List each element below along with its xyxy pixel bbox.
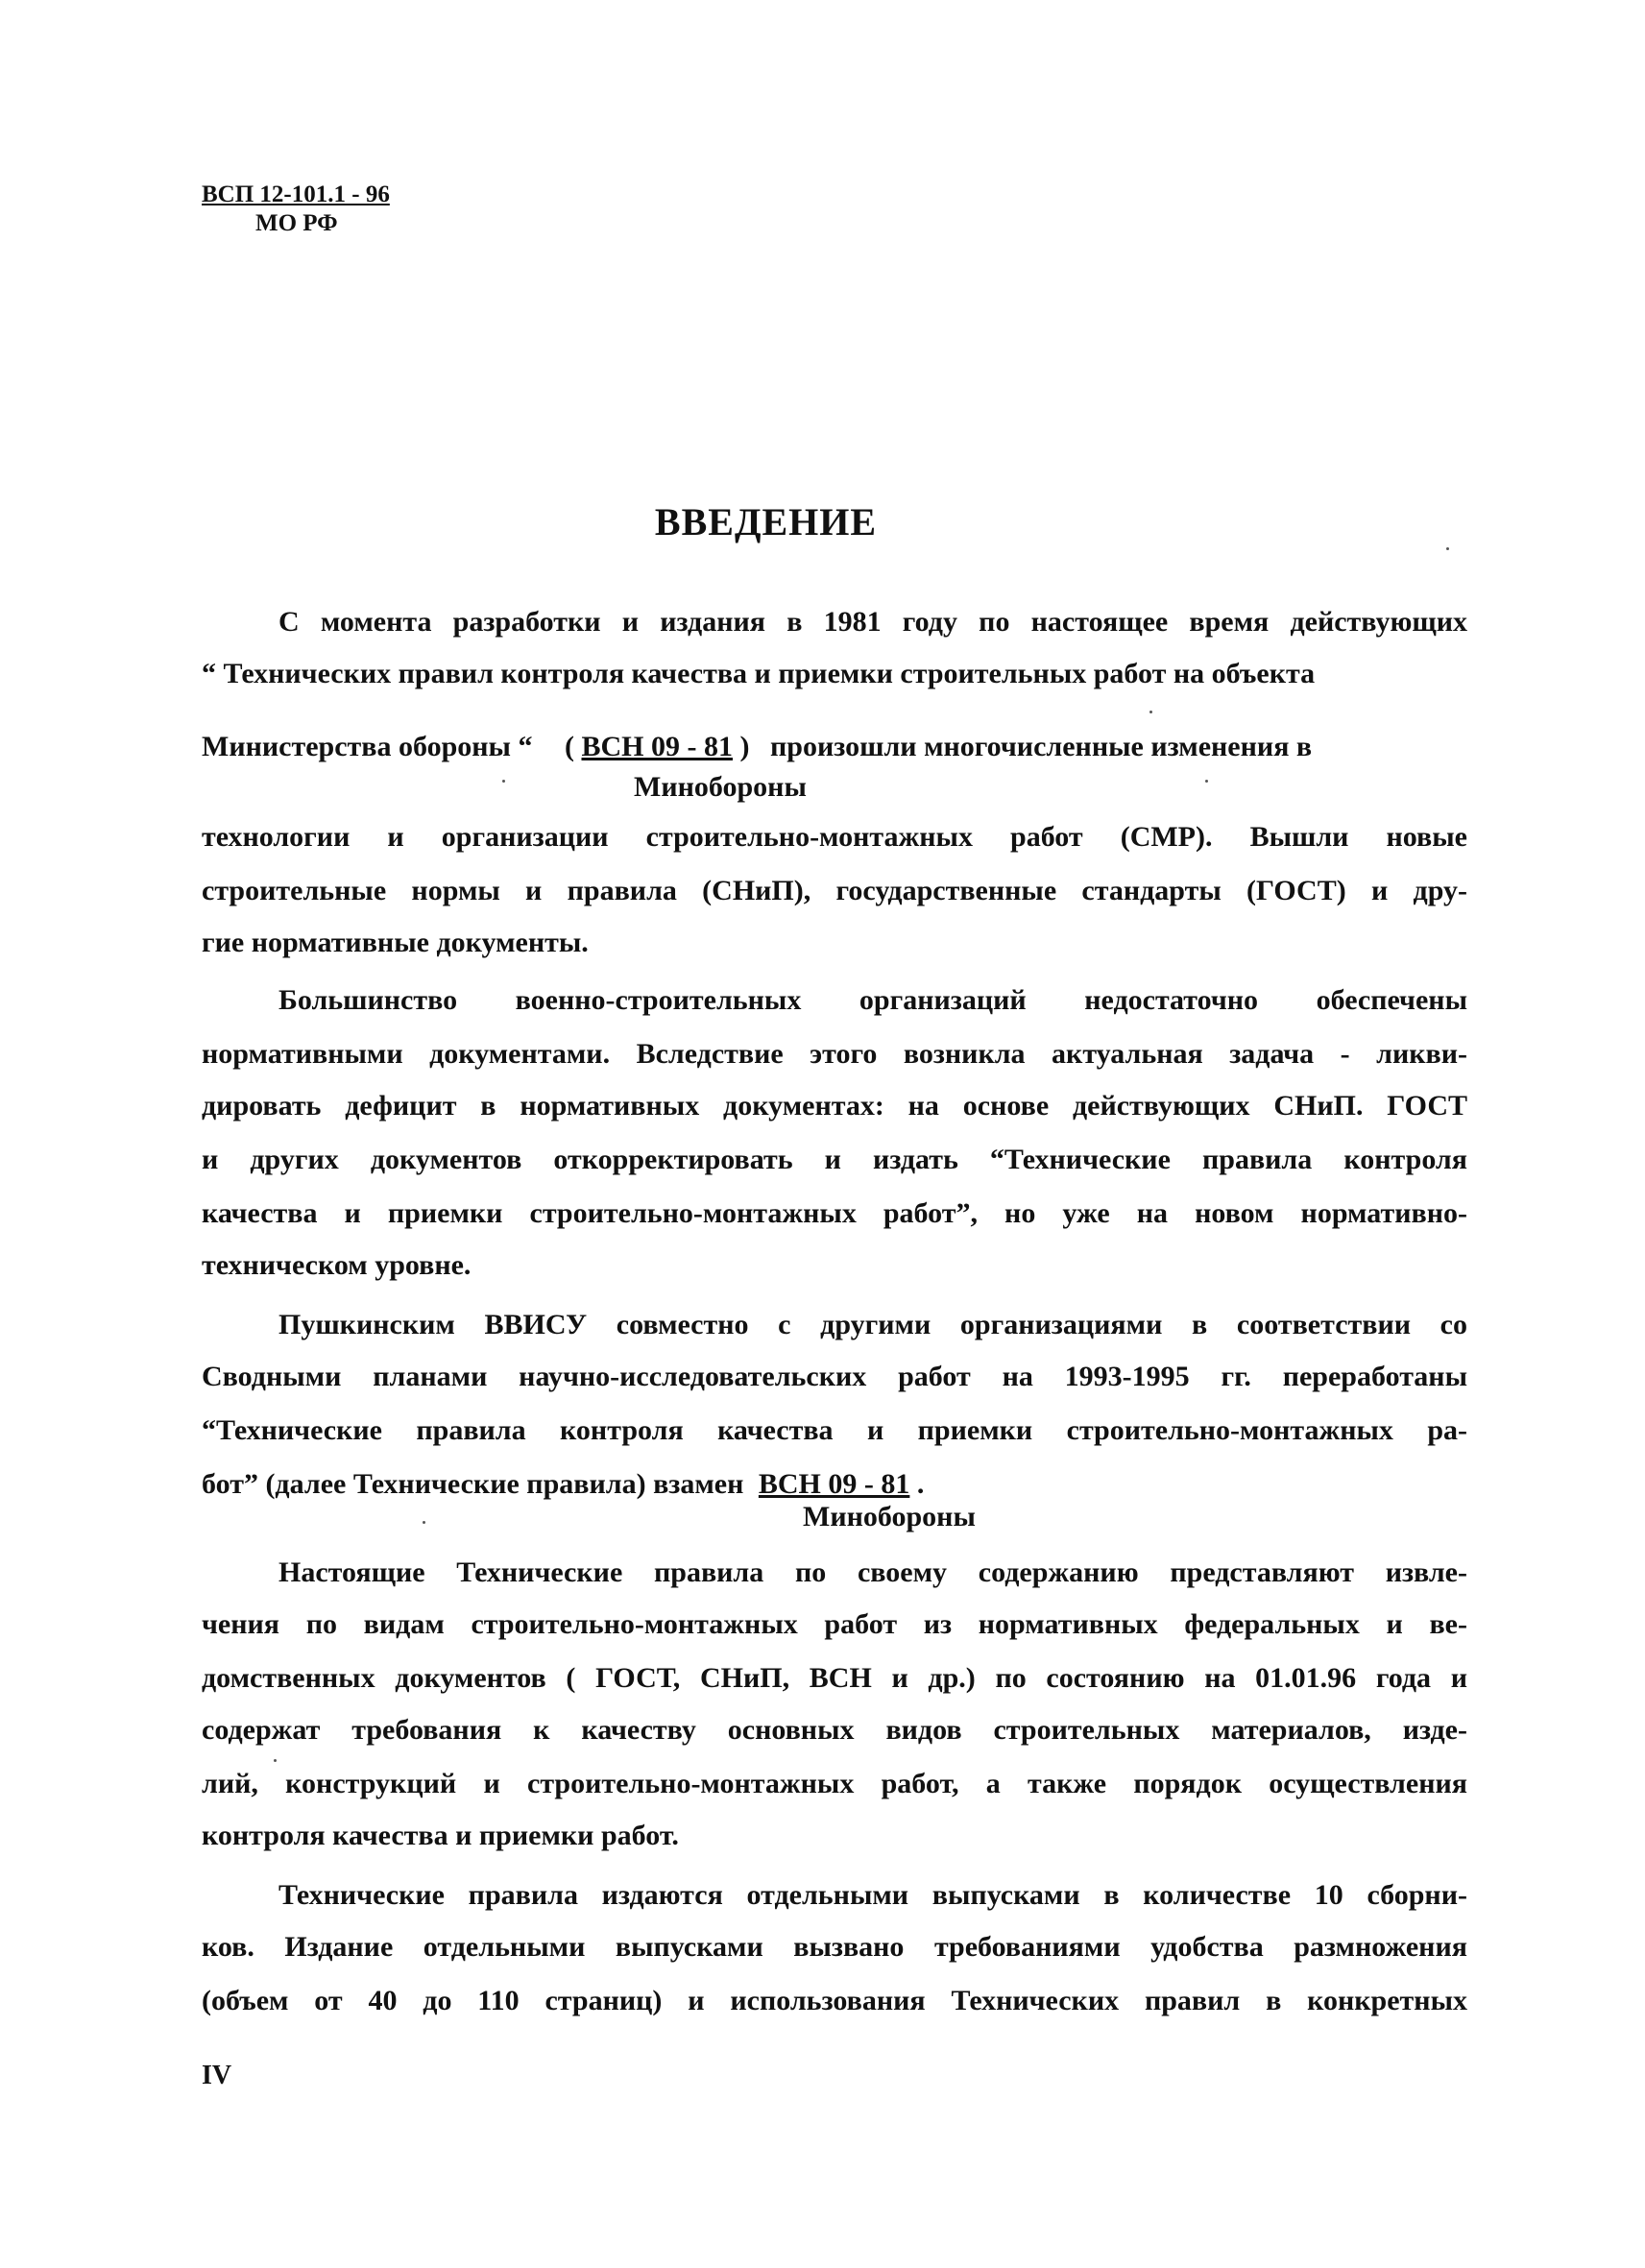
reference-code: ВСН 09 - 81 bbox=[758, 1468, 910, 1500]
document-code: ВСП 12-101.1 - 96 bbox=[202, 181, 390, 207]
reference-note: Минобороны bbox=[803, 1501, 976, 1532]
document-header bbox=[202, 181, 390, 238]
text-line: дировать дефицит в нормативных документах: на основе действующих СНиП. ГОСТ bbox=[202, 1090, 1467, 1122]
scan-speck bbox=[423, 1521, 425, 1524]
text-fragment: ) bbox=[739, 731, 750, 762]
scan-speck bbox=[1205, 780, 1208, 783]
text-line: содержат требования к качеству основных видов строительных материалов, изде- bbox=[202, 1714, 1467, 1746]
text-line: и других документов откорректировать и издать “Технические правила контроля bbox=[202, 1144, 1467, 1175]
text-line: домственных документов ( ГОСТ, СНиП, ВСН и др.) по состоянию на 01.01.96 года и bbox=[202, 1662, 1467, 1694]
text-line: (объем от 40 до 110 страниц) и использования Технических правил в конкретных bbox=[202, 1985, 1467, 2016]
text-line: качества и приемки строительно-монтажных работ”, но уже на новом нормативно- bbox=[202, 1197, 1467, 1229]
text-line: С момента разработки и издания в 1981 году по настоящее время действующих bbox=[278, 606, 1467, 638]
text-line: контроля качества и приемки работ. bbox=[202, 1820, 679, 1851]
page-number: IV bbox=[202, 2061, 232, 2090]
text-line: Сводными планами научно-исследовательских работ на 1993-1995 гг. переработаны bbox=[202, 1361, 1467, 1392]
text-line: Технические правила издаются отдельными выпусками в количестве 10 сборни- bbox=[278, 1879, 1467, 1911]
text-fragment: ( bbox=[564, 731, 574, 762]
text-fragment: произошли многочисленные изменения в bbox=[769, 731, 1313, 762]
text-line: строительные нормы и правила (СНиП), государственные стандарты (ГОСТ) и дру- bbox=[202, 875, 1467, 906]
text-line: Большинство военно-строительных организаций недостаточно обеспечены bbox=[278, 984, 1467, 1016]
text-line: технологии и организации строительно-монтажных работ (СМР). Вышли новые bbox=[202, 821, 1467, 853]
text-line: ков. Издание отдельными выпусками вызвано требованиями удобства размножения bbox=[202, 1931, 1467, 1963]
section-title: ВВЕДЕНИЕ bbox=[654, 500, 878, 543]
scan-speck bbox=[1149, 711, 1152, 713]
text-line: техническом уровне. bbox=[202, 1249, 472, 1281]
reference-code: ВСН 09 - 81 bbox=[581, 731, 733, 762]
scan-speck bbox=[1446, 547, 1449, 550]
text-line: Пушкинским ВВИСУ совместно с другими организациями в соответствии со bbox=[278, 1309, 1467, 1340]
text-line-with-reference bbox=[202, 728, 1467, 766]
reference-note: Минобороны bbox=[634, 771, 807, 803]
text-line: “ Технических правил контроля качества и приемки строительных работ на объекта bbox=[202, 658, 1316, 689]
document-org: МО РФ bbox=[255, 210, 338, 236]
scan-speck bbox=[502, 780, 505, 783]
text-line: Настоящие Технические правила по своему содержанию представляют извле- bbox=[278, 1556, 1467, 1588]
text-line: “Технические правила контроля качества и приемки строительно-монтажных ра- bbox=[202, 1414, 1467, 1446]
scan-speck bbox=[274, 1759, 277, 1762]
text-line: гие нормативные документы. bbox=[202, 927, 589, 958]
text-fragment: . bbox=[916, 1468, 925, 1500]
text-line: лий, конструкций и строительно-монтажных работ, а также порядок осуществления bbox=[202, 1768, 1467, 1799]
text-line: чения по видам строительно-монтажных работ из нормативных федеральных и ве- bbox=[202, 1608, 1467, 1640]
text-fragment: Министерства обороны “ bbox=[202, 731, 533, 762]
text-fragment: бот” (далее Технические правила) взамен bbox=[202, 1468, 744, 1500]
text-line: нормативными документами. Вследствие этого возникла актуальная задача - ликви- bbox=[202, 1038, 1467, 1070]
